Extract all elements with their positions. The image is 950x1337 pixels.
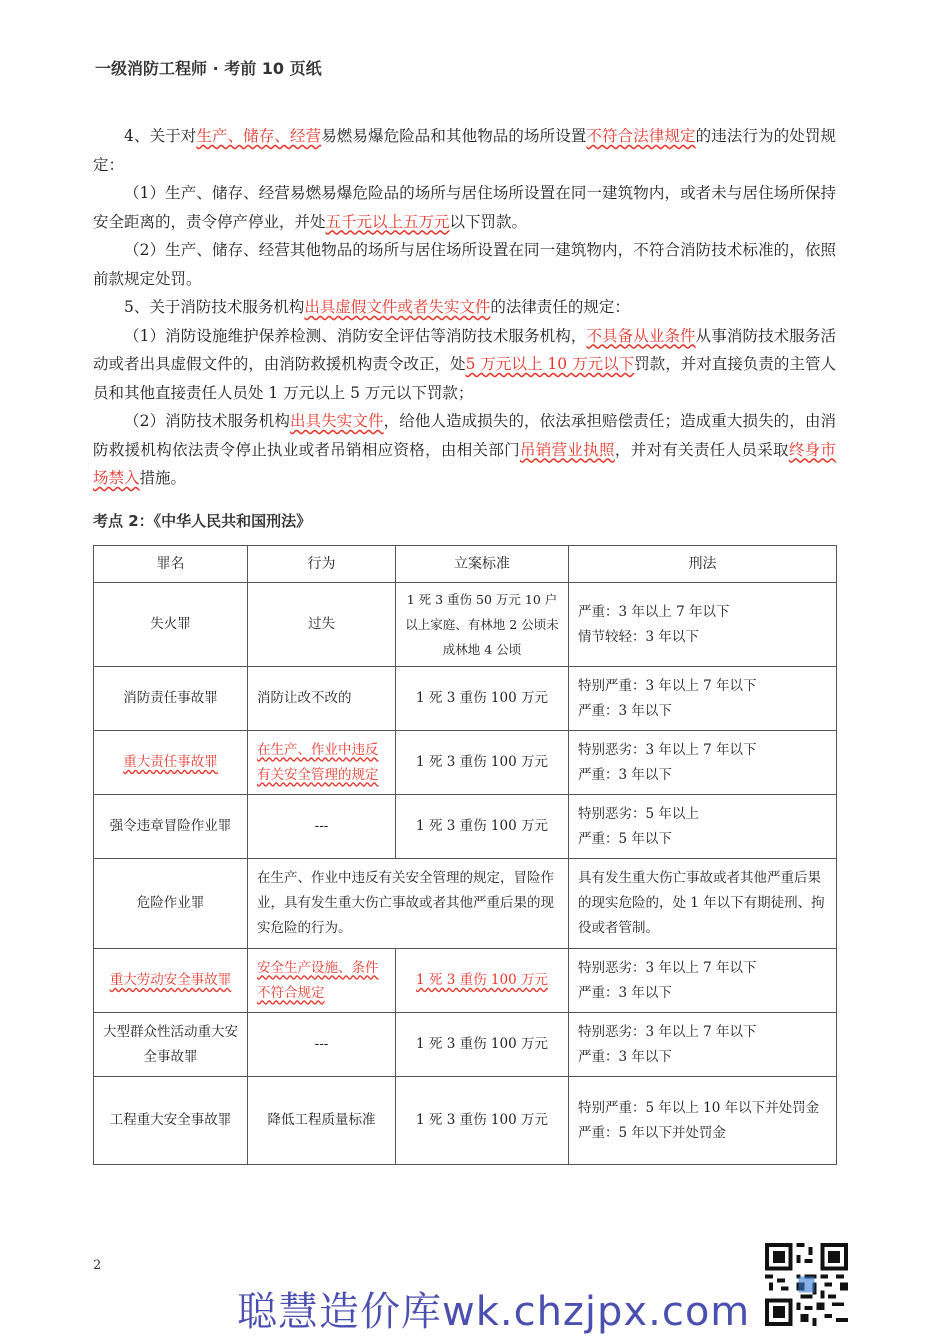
filing-standard: 1 死 3 重伤 100 万元	[396, 949, 569, 1013]
highlight: 出具失实文件	[290, 412, 384, 430]
highlight: 生产、储存、经营	[196, 127, 322, 145]
paragraph-4: 4、关于对生产、储存、经营易燃易爆危险品和其他物品的场所设置不符合法律规定的违法行为的处罚规定：	[93, 127, 836, 174]
penalty: 特别恶劣：3 年以上 7 年以下 严重：3 年以下	[569, 731, 837, 795]
crime-name: 大型群众性活动重大安全事故罪	[94, 1013, 248, 1077]
table-row	[94, 667, 837, 731]
column-header: 罪名	[94, 546, 248, 583]
highlight: 5 万元以上 10 万元以下	[465, 355, 635, 373]
qr-code-icon	[765, 1243, 848, 1326]
watermark-text: 聪慧造价库wk.chzjpx.com	[237, 1289, 751, 1335]
crime-name: 消防责任事故罪	[94, 667, 248, 731]
table-header-row	[94, 546, 837, 583]
behavior: ---	[248, 1013, 396, 1077]
highlight: 不具备从业条件	[586, 326, 696, 345]
crime-name: 重大责任事故罪	[94, 731, 248, 795]
table-row	[94, 731, 837, 795]
penalty: 具有发生重大伤亡事故或者其他严重后果的现实危险的，处 1 年以下有期徒刑、拘役或者管制。	[569, 859, 837, 949]
crime-name: 重大劳动安全事故罪	[94, 949, 248, 1013]
paragraph-4-1: （1）生产、储存、经营易燃易爆危险品的场所与居住场所设置在同一建筑物内，或者未与居住场所保持安全距离的，责令停产停业，并处五千元以上五万元以下罚款。	[93, 184, 836, 231]
paragraph-5-1: （1）消防设施维护保养检测、消防安全评估等消防技术服务机构，不具备从业条件从事消防技术服务活动或者出具虚假文件的，由消防救援机构责令改正，处5 万元以上 10 万元以下罚款，并对直接负责的主管人员和其他直接责任人员处 1 万元以上 5 万元以下罚款；	[93, 326, 836, 402]
highlight: 终身市场禁入	[93, 440, 836, 487]
behavior: 在生产、作业中违反有关安全管理的规定	[248, 731, 396, 795]
penalty: 特别恶劣：3 年以上 7 年以下 严重：3 年以下	[569, 949, 837, 1013]
highlight: 吊销营业执照	[519, 440, 615, 459]
filing-standard: 1 死 3 重伤 100 万元	[396, 667, 569, 731]
body-text	[93, 122, 836, 493]
filing-standard: 1 死 3 重伤 100 万元	[396, 795, 569, 859]
crime-name: 失火罪	[94, 583, 248, 667]
behavior: 降低工程质量标准	[248, 1077, 396, 1165]
page-number: 2	[93, 1258, 102, 1273]
penalty: 特别恶劣：5 年以上 严重：5 年以下	[569, 795, 837, 859]
paragraph-5-2: （2）消防技术服务机构出具失实文件，给他人造成损失的，依法承担赔偿责任；造成重大损失的，由消防救援机构依法责令停止执业或者吊销相应资格，由相关部门吊销营业执照，并对有关责任人员采取终身市场禁入措施。	[93, 412, 836, 487]
highlight: 出具虚假文件或者失实文件	[304, 298, 491, 316]
behavior: ---	[248, 795, 396, 859]
table-row	[94, 583, 837, 667]
behavior: 消防让改不改的	[248, 667, 396, 731]
penalty: 特别恶劣：3 年以上 7 年以下 严重：3 年以下	[569, 1013, 837, 1077]
column-header: 行为	[248, 546, 396, 583]
behavior: 过失	[248, 583, 396, 667]
crime-name: 强令违章冒险作业罪	[94, 795, 248, 859]
table-row	[94, 859, 837, 949]
penalty: 严重：3 年以上 7 年以下 情节较轻：3 年以下	[569, 583, 837, 667]
column-header: 刑法	[569, 546, 837, 583]
paragraph-4-2: （2）生产、储存、经营其他物品的场所与居住场所设置在同一建筑物内，不符合消防技术标准的，依照前款规定处罚。	[93, 241, 836, 288]
page-header: 一级消防工程师 · 考前 10 页纸	[95, 59, 322, 78]
behavior: 在生产、作业中违反有关安全管理的规定，冒险作业，具有发生重大伤亡事故或者其他严重后果的现实危险的行为。	[248, 859, 569, 949]
table-row	[94, 795, 837, 859]
highlight: 五千元以上五万元	[325, 212, 450, 231]
highlight: 不符合法律规定	[586, 127, 696, 145]
behavior: 安全生产设施、条件不符合规定	[248, 949, 396, 1013]
filing-standard: 1 死 3 重伤 100 万元	[396, 731, 569, 795]
table-row	[94, 1077, 837, 1165]
section-title: 考点 2：《中华人民共和国刑法》	[93, 512, 312, 530]
table-row	[94, 1013, 837, 1077]
criminal-law-table	[93, 545, 837, 1165]
filing-standard: 1 死 3 重伤 100 万元	[396, 1013, 569, 1077]
penalty: 特别严重：5 年以上 10 年以下并处罚金 严重：5 年以下并处罚金	[569, 1077, 837, 1165]
crime-name: 工程重大安全事故罪	[94, 1077, 248, 1165]
table-row	[94, 949, 837, 1013]
column-header: 立案标准	[396, 546, 569, 583]
crime-name: 危险作业罪	[94, 859, 248, 949]
filing-standard: 1 死 3 重伤 50 万元 10 户以上家庭、有林地 2 公顷未成林地 4 公顷	[396, 583, 569, 667]
paragraph-5: 5、关于消防技术服务机构出具虚假文件或者失实文件的法律责任的规定：	[124, 298, 630, 316]
penalty: 特别严重：3 年以上 7 年以下 严重：3 年以下	[569, 667, 837, 731]
filing-standard: 1 死 3 重伤 100 万元	[396, 1077, 569, 1165]
